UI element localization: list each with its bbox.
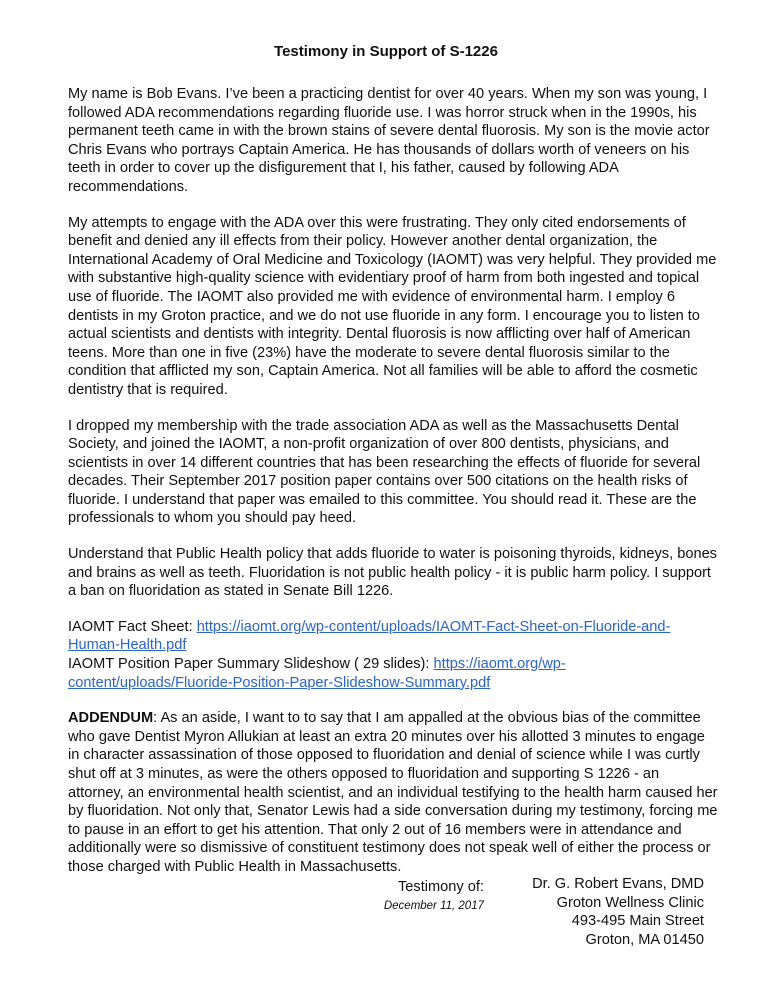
signature-city: Groton, MA 01450 [585, 931, 704, 948]
paragraph-addendum [68, 709, 718, 876]
testimony-of-label: Testimony of: [398, 879, 484, 895]
slideshow-label: IAOMT Position Paper Summary Slideshow ( 29 slides): [68, 656, 434, 673]
paragraph-ada-engagement: My attempts to engage with the ADA over this were frustrating. They only cited endorsements of benefit and denied any ill effects from their policy. However another dental organization, the International Academy of Oral Medicine and Toxicology (IAOMT) was very helpful. They provided me with substantive high-quality science with evidentiary proof of harm from both ingested and topical use of fluoride. The IAOMT also provided me with evidence of environmental harm. I employ 6 dentists in my Groton practice, and we do not use fluoride in any form. I encourage you to listen to actual scientists and dentists with integrity. Dental fluorosis is now afflicting over half of American teens. More than one in five (23%) have the moderate to severe dental fluorosis similar to the condition that afflicted my son, Captain America. Not all families will be able to afford the cosmetic dentistry that is required. [68, 214, 717, 398]
signature-name: Dr. G. Robert Evans, DMD [532, 876, 704, 892]
addendum-label: ADDENDUM [68, 710, 154, 727]
paragraph-iaomt-membership: I dropped my membership with the trade association ADA as well as the Massachusetts Dental Society, and joined the IAOMT, a non-profit organization of over 800 dentists, physicians, and scientists in over 14 different countries that has been researching the effects of fluoride for several decades. Their September 2017 position paper contains over 500 citations on the health risks of fluoride. I understand that paper was emailed to this committee. You should read it. These are the professionals to whom you should pay heed. [68, 417, 701, 527]
fact-sheet-link[interactable]: https://iaomt.org/wp-content/uploads/IAOMT-Fact-Sheet-on-Fluoride-and-Human-Health.pdf [68, 618, 671, 654]
paragraph-public-health: Understand that Public Health policy that adds fluoride to water is poisoning thyroids, kidneys, bones and brains as well as teeth. Fluoridation is not public health policy - it is public harm policy. I support a ban on fluoridation as stated in Senate Bill 1226. [68, 546, 717, 600]
page-title: Testimony in Support of S-1226 [274, 43, 498, 60]
signature-block [470, 875, 704, 949]
reference-links [68, 618, 718, 692]
addendum-text: : As an aside, I want to to say that I am appalled at the obvious bias of the committee who gave Dentist Myron Allukian at least an extra 20 minutes over his allotted 3 minutes to engage in character assassination of those opposed to fluoridation and denial of science while I was curtly shut off at 3 minutes, as were the others opposed to fluoridation and supporting S 1226 - an attorney, an environmental health scientist, and an individual testifying to the health harm caused her by fluoridation. Not only that, Senator Lewis had a side conversation during my testimony, forcing me to pause in an effort to get his attention. That only 2 out of 16 members were in attendance and additionally were so dismissive of constituent testimony does not speak well of either the process or those charged with Public Health in Massachusetts. [68, 710, 718, 875]
document-body [68, 85, 718, 894]
signature-street: 493-495 Main Street [571, 913, 704, 930]
testimony-date: December 11, 2017 [383, 900, 484, 912]
fact-sheet-label: IAOMT Fact Sheet: [68, 618, 197, 635]
testimony-of-block [360, 877, 484, 915]
paragraph-intro: My name is Bob Evans. I’ve been a practicing dentist for over 40 years. When my son was young, I followed ADA recommendations regarding fluoride use. I was horror struck when in the 1990s, his permanent teeth came in with the brown stains of severe dental fluorosis. My son is the movie actor Chris Evans who portrays Captain America. He has thousands of dollars worth of veneers on his teeth in order to cover up the disfigurement that I, his father, caused by following ADA recommendations. [68, 86, 710, 195]
signature-clinic: Groton Wellness Clinic [556, 894, 704, 911]
slideshow-link[interactable]: https://iaomt.org/wp-content/uploads/Fluoride-Position-Paper-Slideshow-Summary.pdf [68, 656, 566, 691]
